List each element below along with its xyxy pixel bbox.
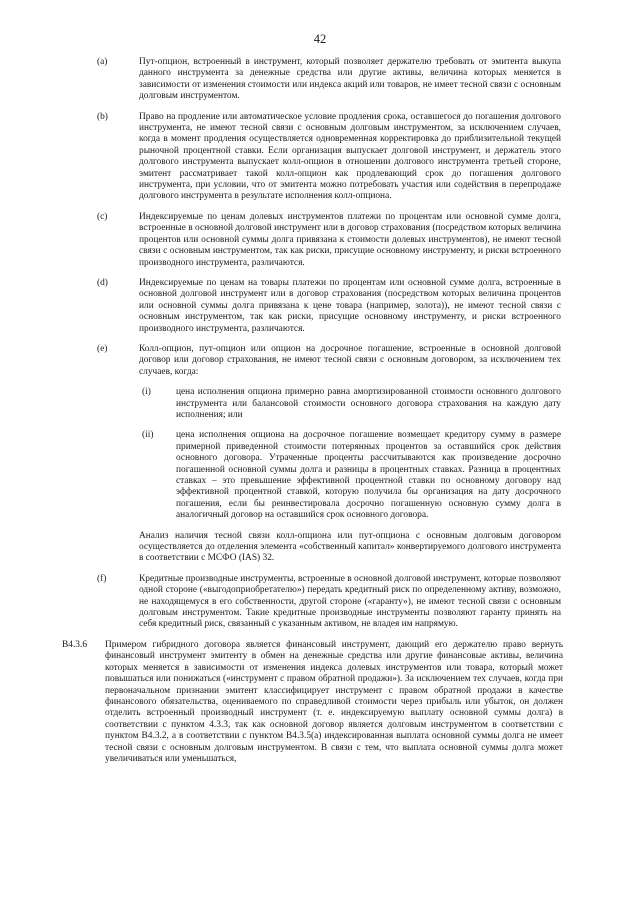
list-item-f [0, 574, 640, 631]
item-label: (c) [97, 211, 108, 222]
item-text: Кредитные производные инструменты, встроенные в основной долговой инструмент, которые позволяют одной стороне («выгодоприобретателю») передать кредитный риск по определенному активу, возможно, не находящемуся в его собственности, другой стороне («гаранту»), не имеют тесной связи с основным долговым инструментом. Такие кредитные производные инструменты позволяют гаранту принять на себя кредитный риск, связанный с указанным активом, не владея им напрямую. [139, 573, 561, 630]
item-text: Индексируемые по ценам на товары платежи по процентам или основной сумме долга, встроенные в основной долговой инструмент или в договор страхования (посредством которых величина процентов или основной суммы долга привязана к цене товара (например, золота)), не имеют тесной связи с основным инструментом, так как риски, присущие основному инструменту, и риски встроенного производного инструмента, различаются. [139, 277, 561, 334]
list-item-c [0, 212, 640, 269]
item-label: (d) [97, 277, 108, 288]
item-label: (f) [97, 573, 107, 584]
item-label: (a) [97, 57, 108, 67]
page-number: 42 [313, 32, 327, 46]
analysis-note: Анализ наличия тесной связи колл-опциона или пут-опциона с основным долговым договором осуществляется до отделения элемента «собственный капитал» конвертируемого долгового инструмента в соответствии с МСФО (IAS) 32. [139, 530, 561, 564]
section-text: Примером гибридного договора является финансовый инструмент, дающий его держателю право вернуть финансовый инструмент эмитенту в обмен на денежные средства или другие финансовые активы, величина которых меняется в зависимости от изменения индекса долевых инструментов или товара, который может повышаться или понижаться («инструмент с правом обратной продажи»). За исключением тех случаев, когда при первоначальном признании эмитент классифицирует инструмент с правом обратной продажи в качестве финансового обязательства, оцениваемого по справедливой стоимости через прибыль или убыток, он должен отделить встроенный производный инструмент (т. е. индексируемую выплату основной суммы долга) в соответствии с пунктом 4.3.3, так как основной договор является долговым инструментом в соответствии с пунктом B4.3.2, а в соответствии с пунктом B4.3.5(a) индексированная выплата основной суммы долга не имеет тесной связи с основным долговым инструментом. В связи с тем, что выплата основной суммы долга может увеличиваться или уменьшаться, [105, 639, 563, 764]
list-item-d [0, 278, 640, 335]
item-label: (b) [97, 111, 108, 122]
document-body [0, 57, 640, 774]
item-text: Индексируемые по ценам долевых инструментов платежи по процентам или основной сумме долга, встроенные в основной долговой инструмент или в договор страхования (посредством которых величина процентов или основной суммы долга привязана к стоимости долевых инструментов), не имеют тесной связи с основным инструментом, так как риски, присущие основному инструменту, и риски встроенного производного инструмента, различаются. [139, 211, 561, 268]
item-text: Право на продление или автоматическое условие продления срока, оставшегося до погашения долгового инструмента, не имеют тесной связи с основным долговым инструментом, за исключением случаев, когда в момент продления осуществляется одновременная корректировка до приблизительной текущей рыночной процентной ставки. Если организация выпускает долговой инструмент, и держатель этого долгового инструмента выпускает колл-опцион в отношении долгового инструмента третьей стороне, эмитент рассматривает такой колл-опцион как продлевающий срок до погашения долгового инструмента, при условии, что от эмитента можно потребовать участия или содействия в перепродаже долгового инструмента в результате исполнения колл-опциона. [139, 111, 561, 202]
item-label: (e) [97, 343, 108, 354]
subitem-text: цена исполнения опциона на досрочное погашение возмещает кредитору сумму в размере примерной приведенной стоимости потерянных процентов за оставшийся срок действия основного договора. Утраченные проценты рассчитываются как произведение досрочно погашенной основной суммы долга и разницы в процентных ставках. Разница в процентных ставках – это превышение эффективной процентной ставки по основному договору над эффективной процентной ставкой, которую получила бы организация на дату досрочного погашения, если бы реинвестировала досрочно погашенную основную сумму долга в аналогичный договор на оставшийся срок основного договора. [176, 430, 561, 521]
subitem-text: цена исполнения опциона примерно равна амортизированной стоимости основного долгового инструмента или балансовой стоимости основного договора страхования на каждую дату исполнения; или [176, 387, 561, 420]
item-text: Колл-опцион, пут-опцион или опцион на досрочное погашение, встроенные в основной долговой договор или договор страхования, не имеют тесной связи с основным договором, за исключением тех случаев, когда: [139, 343, 561, 377]
section-b4-3-6 [0, 640, 640, 765]
sub-item-ii [0, 430, 640, 521]
subitem-label: (ii) [142, 430, 154, 441]
item-text: Пут-опцион, встроенный в инструмент, который позволяет держателю требовать от эмитента выкупа данного инструмента за денежные средства или другие активы, величина которых меняется в зависимости от изменения стоимости или индекса акций или товаров, не имеет тесной связи с основным долговым инструментом. [139, 57, 561, 102]
list-item-b [0, 112, 640, 203]
section-number: B4.3.6 [62, 639, 88, 650]
subitem-label: (i) [142, 387, 151, 398]
list-item-e [0, 344, 640, 378]
list-item-a [0, 57, 640, 103]
sub-item-i [0, 387, 640, 421]
